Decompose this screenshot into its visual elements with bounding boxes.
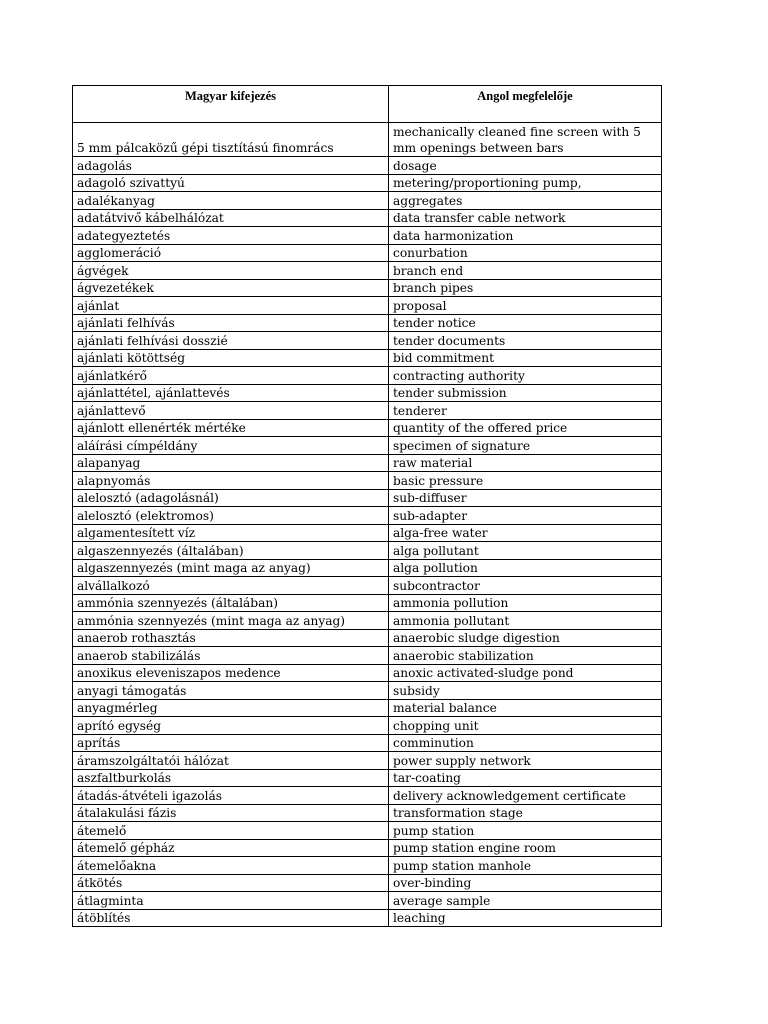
table-row bbox=[73, 892, 662, 910]
english-term: alga pollutant bbox=[389, 542, 662, 560]
english-term: quantity of the offered price bbox=[389, 419, 662, 437]
hungarian-term: átlagminta bbox=[73, 892, 389, 910]
table-row bbox=[73, 419, 662, 437]
english-term: branch end bbox=[389, 262, 662, 280]
table-row bbox=[73, 244, 662, 262]
table-row bbox=[73, 787, 662, 805]
hungarian-term: alapanyag bbox=[73, 454, 389, 472]
table-row bbox=[73, 769, 662, 787]
hungarian-term: ammónia szennyezés (mint maga az anyag) bbox=[73, 612, 389, 630]
hungarian-term: átemelőakna bbox=[73, 857, 389, 875]
english-term: aggregates bbox=[389, 192, 662, 210]
english-term: chopping unit bbox=[389, 717, 662, 735]
table-row bbox=[73, 314, 662, 332]
english-term: raw material bbox=[389, 454, 662, 472]
english-term: average sample bbox=[389, 892, 662, 910]
hungarian-term: algaszennyezés (mint maga az anyag) bbox=[73, 559, 389, 577]
hungarian-term: ajánlattétel, ajánlattevés bbox=[73, 384, 389, 402]
table-row bbox=[73, 682, 662, 700]
hungarian-term: agglomeráció bbox=[73, 244, 389, 262]
english-term: power supply network bbox=[389, 752, 662, 770]
table-row bbox=[73, 279, 662, 297]
english-term: ammonia pollution bbox=[389, 594, 662, 612]
hungarian-term: ammónia szennyezés (általában) bbox=[73, 594, 389, 612]
english-term: over-binding bbox=[389, 874, 662, 892]
table-row bbox=[73, 822, 662, 840]
hungarian-term: 5 mm pálcaközű gépi tisztítású finomrács bbox=[73, 123, 389, 157]
hungarian-term: ajánlat bbox=[73, 297, 389, 315]
table-row bbox=[73, 209, 662, 227]
english-term: ammonia pollutant bbox=[389, 612, 662, 630]
english-term: tender submission bbox=[389, 384, 662, 402]
table-row bbox=[73, 559, 662, 577]
english-term: tender documents bbox=[389, 332, 662, 350]
english-term: anaerobic sludge digestion bbox=[389, 629, 662, 647]
hungarian-term: algaszennyezés (általában) bbox=[73, 542, 389, 560]
table-row bbox=[73, 349, 662, 367]
hungarian-term: átöblítés bbox=[73, 909, 389, 927]
table-row bbox=[73, 839, 662, 857]
hungarian-term: átemelő gépház bbox=[73, 839, 389, 857]
hungarian-term: ágvégek bbox=[73, 262, 389, 280]
hungarian-term: adagoló szivattyú bbox=[73, 174, 389, 192]
table-row bbox=[73, 454, 662, 472]
english-term: specimen of signature bbox=[389, 437, 662, 455]
table-row bbox=[73, 734, 662, 752]
english-term: subcontractor bbox=[389, 577, 662, 595]
english-term: tar-coating bbox=[389, 769, 662, 787]
english-term: sub-diffuser bbox=[389, 489, 662, 507]
hungarian-term: átalakulási fázis bbox=[73, 804, 389, 822]
table-row bbox=[73, 629, 662, 647]
hungarian-term: ágvezetékek bbox=[73, 279, 389, 297]
table-row bbox=[73, 367, 662, 385]
english-term: alga pollution bbox=[389, 559, 662, 577]
english-term: delivery acknowledgement certificate bbox=[389, 787, 662, 805]
english-term: data harmonization bbox=[389, 227, 662, 245]
english-term: transformation stage bbox=[389, 804, 662, 822]
glossary-table bbox=[72, 85, 662, 927]
column-header-english: Angol megfelelője bbox=[389, 86, 662, 123]
english-term: subsidy bbox=[389, 682, 662, 700]
table-row bbox=[73, 192, 662, 210]
table-row bbox=[73, 262, 662, 280]
table-row bbox=[73, 227, 662, 245]
hungarian-term: ajánlott ellenérték mértéke bbox=[73, 419, 389, 437]
hungarian-term: adategyeztetés bbox=[73, 227, 389, 245]
hungarian-term: anaerob rothasztás bbox=[73, 629, 389, 647]
table-row bbox=[73, 437, 662, 455]
english-term: conurbation bbox=[389, 244, 662, 262]
english-term: contracting authority bbox=[389, 367, 662, 385]
english-term: tender notice bbox=[389, 314, 662, 332]
table-row bbox=[73, 472, 662, 490]
english-term: proposal bbox=[389, 297, 662, 315]
english-term: bid commitment bbox=[389, 349, 662, 367]
table-row bbox=[73, 594, 662, 612]
glossary-body bbox=[73, 123, 662, 927]
english-term: basic pressure bbox=[389, 472, 662, 490]
english-term: pump station manhole bbox=[389, 857, 662, 875]
table-row bbox=[73, 542, 662, 560]
english-term: data transfer cable network bbox=[389, 209, 662, 227]
table-row bbox=[73, 752, 662, 770]
english-term: branch pipes bbox=[389, 279, 662, 297]
english-term: comminution bbox=[389, 734, 662, 752]
english-term: alga-free water bbox=[389, 524, 662, 542]
header-row bbox=[73, 86, 662, 123]
table-row bbox=[73, 717, 662, 735]
english-term: metering/proportioning pump, bbox=[389, 174, 662, 192]
english-term: tenderer bbox=[389, 402, 662, 420]
hungarian-term: ajánlati kötöttség bbox=[73, 349, 389, 367]
hungarian-term: aláírási címpéldány bbox=[73, 437, 389, 455]
english-term: leaching bbox=[389, 909, 662, 927]
hungarian-term: átemelő bbox=[73, 822, 389, 840]
table-row bbox=[73, 507, 662, 525]
english-term: anaerobic stabilization bbox=[389, 647, 662, 665]
table-row bbox=[73, 524, 662, 542]
hungarian-term: adalékanyag bbox=[73, 192, 389, 210]
hungarian-term: aszfaltburkolás bbox=[73, 769, 389, 787]
hungarian-term: ajánlattevő bbox=[73, 402, 389, 420]
table-row bbox=[73, 577, 662, 595]
hungarian-term: ajánlatkérő bbox=[73, 367, 389, 385]
hungarian-term: adatátvivő kábelhálózat bbox=[73, 209, 389, 227]
hungarian-term: algamentesített víz bbox=[73, 524, 389, 542]
table-row bbox=[73, 857, 662, 875]
hungarian-term: anyagi támogatás bbox=[73, 682, 389, 700]
english-term: mechanically cleaned fine screen with 5 mm openings between bars bbox=[389, 123, 662, 157]
table-row bbox=[73, 297, 662, 315]
table-row bbox=[73, 489, 662, 507]
english-term: pump station engine room bbox=[389, 839, 662, 857]
table-row bbox=[73, 157, 662, 175]
english-term: dosage bbox=[389, 157, 662, 175]
hungarian-term: alelosztó (adagolásnál) bbox=[73, 489, 389, 507]
table-row bbox=[73, 612, 662, 630]
hungarian-term: aprítás bbox=[73, 734, 389, 752]
english-term: material balance bbox=[389, 699, 662, 717]
english-term: pump station bbox=[389, 822, 662, 840]
hungarian-term: ajánlati felhívás bbox=[73, 314, 389, 332]
hungarian-term: átadás-átvételi igazolás bbox=[73, 787, 389, 805]
hungarian-term: áramszolgáltatói hálózat bbox=[73, 752, 389, 770]
table-row bbox=[73, 909, 662, 927]
hungarian-term: ajánlati felhívási dosszié bbox=[73, 332, 389, 350]
table-row bbox=[73, 332, 662, 350]
hungarian-term: adagolás bbox=[73, 157, 389, 175]
table-row bbox=[73, 402, 662, 420]
table-row bbox=[73, 699, 662, 717]
hungarian-term: alvállalkozó bbox=[73, 577, 389, 595]
hungarian-term: anaerob stabilizálás bbox=[73, 647, 389, 665]
table-row bbox=[73, 874, 662, 892]
column-header-hungarian: Magyar kifejezés bbox=[73, 86, 389, 123]
english-term: anoxic activated-sludge pond bbox=[389, 664, 662, 682]
hungarian-term: átkötés bbox=[73, 874, 389, 892]
table-row bbox=[73, 647, 662, 665]
table-row bbox=[73, 123, 662, 157]
hungarian-term: anyagmérleg bbox=[73, 699, 389, 717]
hungarian-term: anoxikus eleveniszapos medence bbox=[73, 664, 389, 682]
table-row bbox=[73, 664, 662, 682]
hungarian-term: aprító egység bbox=[73, 717, 389, 735]
table-row bbox=[73, 174, 662, 192]
hungarian-term: alelosztó (elektromos) bbox=[73, 507, 389, 525]
table-row bbox=[73, 804, 662, 822]
english-term: sub-adapter bbox=[389, 507, 662, 525]
table-row bbox=[73, 384, 662, 402]
hungarian-term: alapnyomás bbox=[73, 472, 389, 490]
